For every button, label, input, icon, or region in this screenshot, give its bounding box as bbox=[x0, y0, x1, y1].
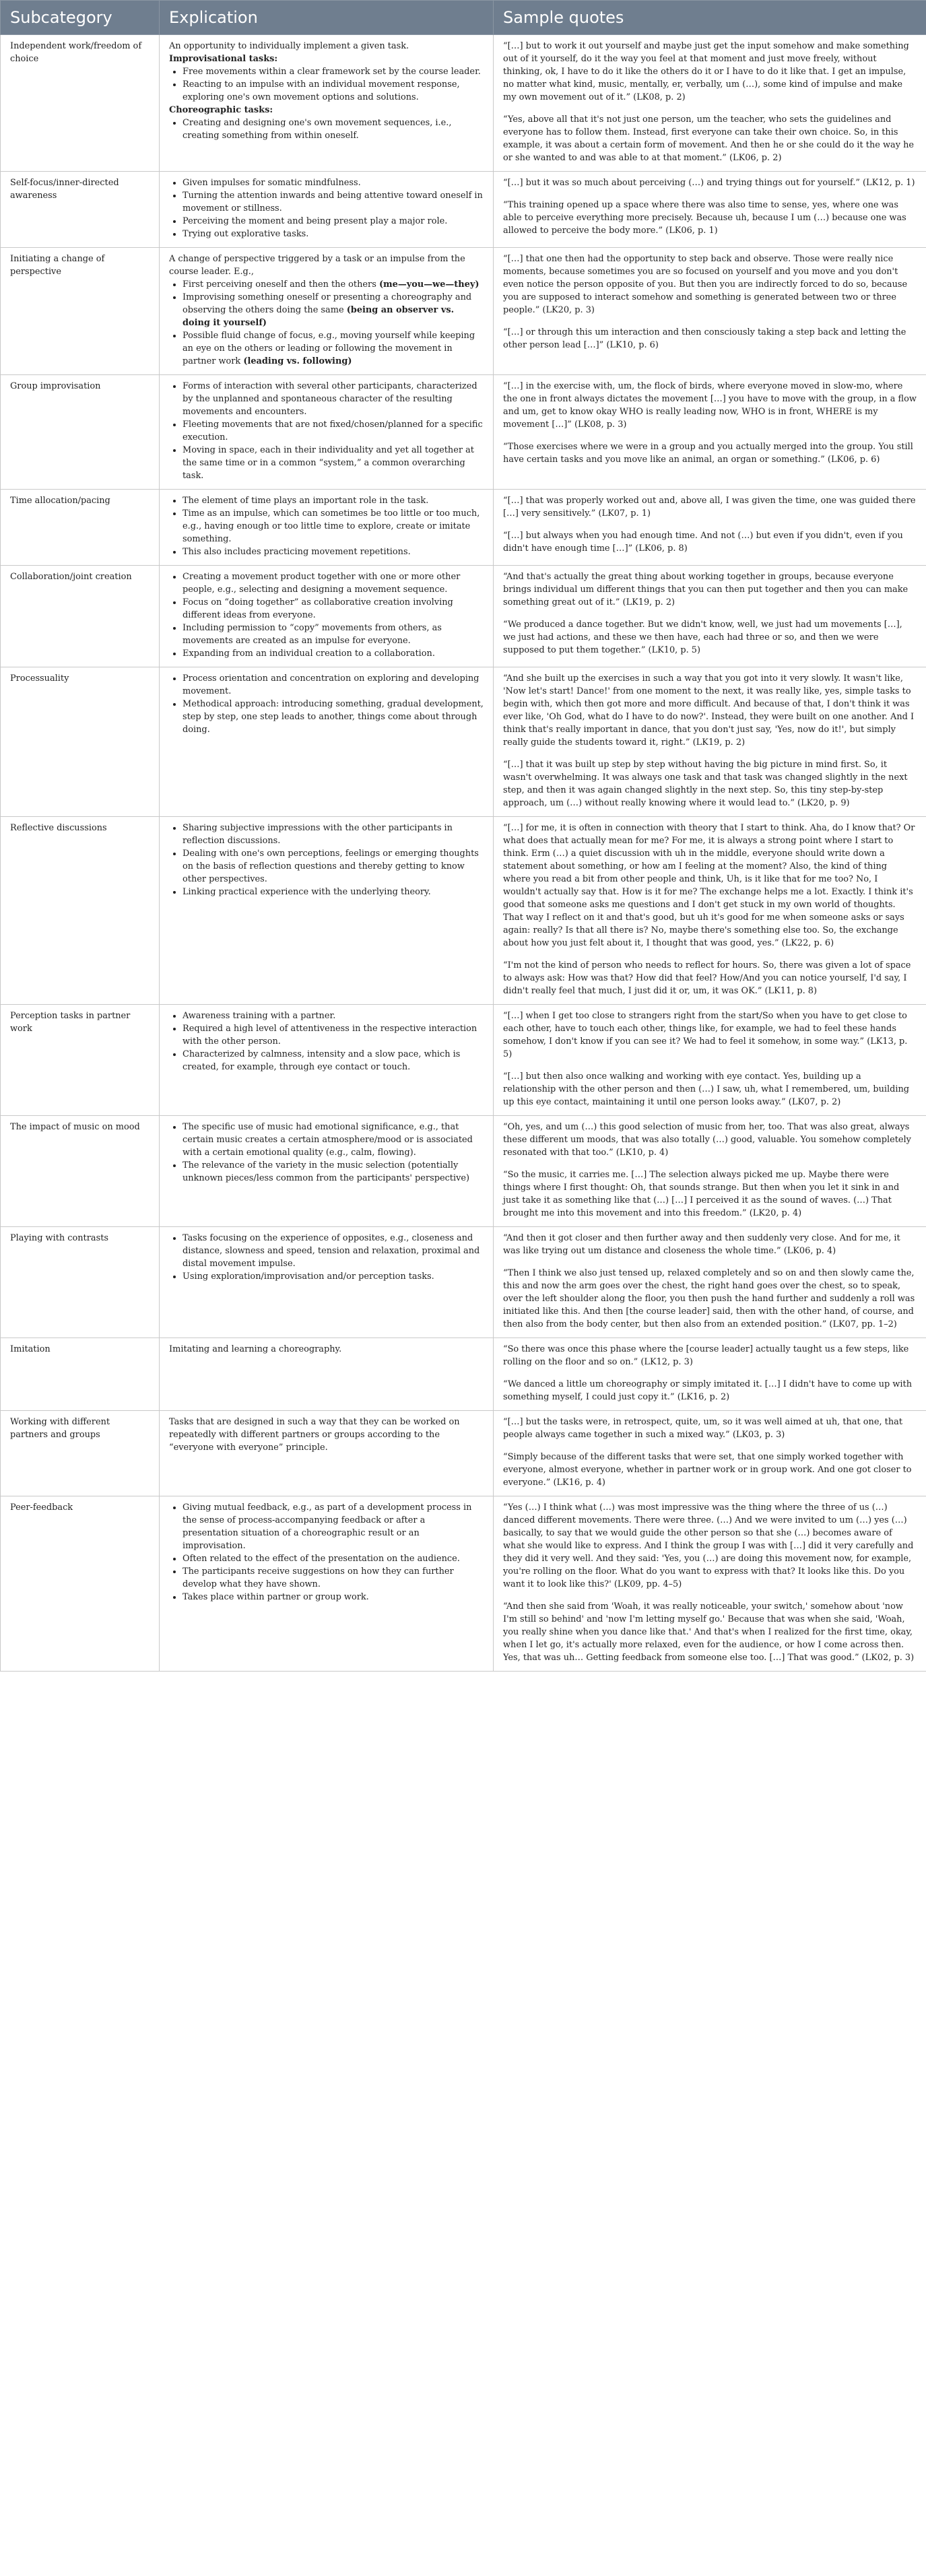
explication-list bbox=[169, 494, 484, 558]
sample-quotes-cell bbox=[494, 375, 926, 490]
explication-list-item: • Awareness training with a partner. bbox=[183, 1010, 484, 1022]
explication-list-item bbox=[183, 329, 484, 368]
explication-cell bbox=[160, 248, 494, 375]
explication-text: A change of perspective triggered by a task or an impulse from the course leader. E.g., bbox=[169, 254, 465, 277]
explication-text: An opportunity to individually implement a given task. bbox=[169, 41, 409, 51]
subcategory-cell: Reflective discussions bbox=[1, 817, 160, 1005]
sample-quote: “Then I think we also just tensed up, relaxed completely and so on and then slowly came the, this and now the arm goes over the chest, the right hand goes over the chest, so to speak, over the left shoulder along the floor, you then push the hand further and suddenly a roll was initiated like this. And then [the course leader] said, then with the other hand, of course, and then also from the body center, but then also from an extended position.” (LK07, pp. 1–2) bbox=[503, 1268, 915, 1329]
sample-quote: “Oh, yes, and um (…) this good selection of music from her, too. That was also great, always these different um moods, that was also totally (…) good, valuable. You somehow completely resonated with that too.” (LK10, p. 4) bbox=[503, 1122, 911, 1158]
list-item-text: First perceiving oneself and then the others bbox=[183, 279, 376, 290]
table-row bbox=[1, 490, 926, 566]
subcategory-cell: Collaboration/joint creation bbox=[1, 566, 160, 667]
explication-list-item: • Required a high level of attentiveness in the respective interaction with the other person. bbox=[183, 1022, 484, 1048]
explication-list-item: • Fleeting movements that are not fixed/chosen/planned for a specific execution. bbox=[183, 418, 484, 444]
sample-quotes-cell bbox=[494, 566, 926, 667]
explication-list-item: • Sharing subjective impressions with the other participants in reflection discussions. bbox=[183, 822, 484, 847]
explication-text: Tasks that are designed in such a way that they can be worked on repeatedly with different partners or groups according to the “everyone with everyone” principle. bbox=[169, 1417, 460, 1453]
list-item-text: Possible fluid change of focus, e.g., moving yourself while keeping an eye on the others or leading or following the movement in partner work bbox=[183, 331, 475, 366]
list-item-emphasis: (me—you—we—they) bbox=[378, 279, 479, 290]
sample-quote: “So the music, it carries me. […] The selection always picked me up. Maybe there were things where I first thought: Oh, that sounds strange. But then when you let it sink in and just take it as something like that (…) […] I perceived it as the sound of waves. (…) That brought me into this movement and into this freedom.” (LK20, p. 4) bbox=[503, 1170, 900, 1218]
sample-quote: “We produced a dance together. But we didn't know, well, we just had um movements […], we just had actions, and these we then have, each had three or so, and then we were supposed to put them together.” (LK10, p. 5) bbox=[503, 620, 902, 655]
explication-list bbox=[169, 1121, 484, 1185]
explication-cell bbox=[160, 1496, 494, 1672]
sample-quotes-cell bbox=[494, 667, 926, 817]
sample-quote: “And that's actually the great thing about working together in groups, because everyone brings individual um different things that you can then put together and then you can make something great out of it.” (LK19, p. 2) bbox=[503, 572, 908, 607]
subcategory-cell: Initiating a change of perspective bbox=[1, 248, 160, 375]
subcategory-cell: Perception tasks in partner work bbox=[1, 1005, 160, 1116]
explication-list bbox=[169, 1232, 484, 1283]
explication-label: Choreographic tasks: bbox=[169, 105, 273, 115]
explication-cell bbox=[160, 490, 494, 566]
sample-quote: “[…] but it was so much about perceiving (…) and trying things out for yourself.” (LK12, p. 1) bbox=[503, 178, 915, 188]
explication-cell bbox=[160, 1116, 494, 1227]
explication-list-item: • Free movements within a clear framework set by the course leader. bbox=[183, 65, 484, 78]
subcategory-cell: Imitation bbox=[1, 1338, 160, 1411]
header-subcategory: Subcategory bbox=[1, 1, 160, 35]
explication-list-item: • Creating a movement product together with one or more other people, e.g., selecting and designing a movement sequence. bbox=[183, 570, 484, 596]
sample-quote: “And then she said from 'Woah, it was really noticeable, your switch,' somehow about 'now I'm still so behind' and 'now I'm letting myself go.' Because that was when she said, 'Woah, you really shine when you dance like that.' And that's when I realized for the first time, okay, when I let go, it's actually more relaxed, even for the audience, or how I come across then. Yes, that was uh… Getting feedback from someone else too. […] That was good.” (LK02, p. 3) bbox=[503, 1601, 915, 1663]
explication-cell bbox=[160, 35, 494, 172]
sample-quote: “[…] but the tasks were, in retrospect, quite, um, so it was well aimed at uh, that one, that people always came together in such a mixed way.” (LK03, p. 3) bbox=[503, 1417, 903, 1440]
explication-list bbox=[169, 65, 484, 104]
table-row bbox=[1, 1116, 926, 1227]
explication-list bbox=[169, 380, 484, 482]
sample-quote: “[…] when I get too close to strangers right from the start/So when you have to get close to each other, have to touch each other, things like, for example, we had to feel these hands somehow, I don't know if you can see it? We had to feel it somehow, in some way.” (LK13, p. 5) bbox=[503, 1011, 908, 1059]
explication-list bbox=[169, 822, 484, 898]
table-row bbox=[1, 375, 926, 490]
sample-quote: “[…] but always when you had enough time. And not (…) but even if you didn't, even if you didn't have enough time […]” (LK06, p. 8) bbox=[503, 531, 903, 554]
explication-cell bbox=[160, 1005, 494, 1116]
explication-list bbox=[169, 1501, 484, 1604]
explication-list-item: • Turning the attention inwards and being attentive toward oneself in movement or stillness. bbox=[183, 189, 484, 215]
explication-list-item: • The participants receive suggestions on how they can further develop what they have shown. bbox=[183, 1565, 484, 1591]
table-row bbox=[1, 817, 926, 1005]
sample-quotes-cell bbox=[494, 248, 926, 375]
explication-list-item: • The specific use of music had emotional significance, e.g., that certain music creates a certain atmosphere/mood or is associated with a certain emotional quality (e.g., calm, flowing). bbox=[183, 1121, 484, 1159]
explication-list bbox=[169, 672, 484, 736]
explication-list-item: • Given impulses for somatic mindfulness. bbox=[183, 176, 484, 189]
sample-quote: “Yes, above all that it's not just one person, um the teacher, who sets the guidelines and everyone has to follow them. Instead, first everyone can take their own choice. So, in this example, it was about a certain form of movement. And then he or she could do it the way he or she wanted to and was able to at that moment.” (LK06, p. 2) bbox=[503, 114, 915, 163]
header-explication: Explication bbox=[160, 1, 494, 35]
subcategory-cell: Processuality bbox=[1, 667, 160, 817]
sample-quote: “[…] that it was built up step by step without having the big picture in mind first. So, it wasn't overwhelming. It was always one task and that task was changed slightly in the next step, and then it was again changed slightly in the next step. So, this tiny step-by-step approach, um (…) without really knowing where it would lead to.” (LK20, p. 9) bbox=[503, 760, 908, 808]
subcategory-cell: Group improvisation bbox=[1, 375, 160, 490]
sample-quotes-cell bbox=[494, 1116, 926, 1227]
subcategory-cell: Independent work/freedom of choice bbox=[1, 35, 160, 172]
explication-list-item: • This also includes practicing movement repetitions. bbox=[183, 546, 484, 558]
subcategory-cell: Peer-feedback bbox=[1, 1496, 160, 1672]
sample-quotes-cell bbox=[494, 1496, 926, 1672]
explication-list-item: • The relevance of the variety in the music selection (potentially unknown pieces/less common from the participants' perspective) bbox=[183, 1159, 484, 1185]
explication-list-item: • Takes place within partner or group work. bbox=[183, 1591, 484, 1604]
explication-list-item: • Expanding from an individual creation to a collaboration. bbox=[183, 647, 484, 660]
sample-quote: “This training opened up a space where there was also time to sense, yes, where one was able to perceive everything more precisely. Because uh, because I um (…) because one was allowed to perceive the body more.” (LK06, p. 1) bbox=[503, 200, 906, 236]
sample-quotes-cell bbox=[494, 1005, 926, 1116]
table-body bbox=[1, 35, 926, 1672]
explication-cell bbox=[160, 1338, 494, 1411]
explication-list-item: • Including permission to “copy” movements from others, as movements are created as an impulse for everyone. bbox=[183, 622, 484, 647]
header-row bbox=[1, 1, 926, 35]
explication-cell bbox=[160, 817, 494, 1005]
sample-quote: “We danced a little um choreography or simply imitated it. […] I didn't have to come up with something myself, I could just copy it.” (LK16, p. 2) bbox=[503, 1379, 913, 1402]
sample-quote: “[…] in the exercise with, um, the flock of birds, where everyone moved in slow-mo, where the one in front always dictates the movement […] you have to move with the group, in a flow and um, get to know okay WHO is really leading now, WHO is in front, WHERE is my movement […]” (LK08, p. 3) bbox=[503, 381, 917, 430]
explication-list bbox=[169, 1010, 484, 1074]
subcategory-cell: Working with different partners and groups bbox=[1, 1411, 160, 1496]
explication-cell bbox=[160, 1227, 494, 1338]
table-row bbox=[1, 667, 926, 817]
table-row bbox=[1, 1338, 926, 1411]
table-row bbox=[1, 1005, 926, 1116]
explication-list-item: • Focus on “doing together” as collaborative creation involving different ideas from everyone. bbox=[183, 596, 484, 622]
explication-cell bbox=[160, 375, 494, 490]
explication-list-item: • Process orientation and concentration on exploring and developing movement. bbox=[183, 672, 484, 698]
explication-list-item: • Perceiving the moment and being present play a major role. bbox=[183, 215, 484, 228]
explication-list bbox=[169, 176, 484, 240]
explication-list-item: • Characterized by calmness, intensity and a slow pace, which is created, for example, through eye contact or touch. bbox=[183, 1048, 484, 1074]
list-item-emphasis: (being an observer vs. doing it yourself) bbox=[183, 305, 455, 328]
explication-list-item bbox=[183, 278, 484, 291]
sample-quotes-cell bbox=[494, 172, 926, 248]
sample-quote: “[…] or through this um interaction and then consciously taking a step back and letting the other person lead […]” (LK10, p. 6) bbox=[503, 327, 906, 350]
explication-text: Imitating and learning a choreography. bbox=[169, 1344, 342, 1354]
explication-list-item: • Moving in space, each in their individuality and yet all together at the same time or in a common “system,” a common overarching task. bbox=[183, 444, 484, 482]
explication-cell bbox=[160, 566, 494, 667]
explication-label: Improvisational tasks: bbox=[169, 54, 278, 64]
subcategory-cell: Self-focus/inner-directed awareness bbox=[1, 172, 160, 248]
explication-list-item: • Forms of interaction with several other participants, characterized by the unplanned and spontaneous character of the resulting movements and encounters. bbox=[183, 380, 484, 418]
sample-quote: “[…] that was properly worked out and, above all, I was given the time, one was guided there […] very sensitively.” (LK07, p. 1) bbox=[503, 496, 916, 519]
sample-quote: “[…] that one then had the opportunity to step back and observe. Those were really nice moments, because sometimes you are so focused on yourself and you move and you don't even notice the person opposite of you. But then you are indirectly forced to do so, because you are supposed to interact somehow and something is generated between two or three people.” (LK20, p. 3) bbox=[503, 254, 908, 315]
sample-quote: “[…] for me, it is often in connection with theory that I start to think. Aha, do I know that? Or what does that actually mean for me? For me, it is always a strong point where I start to think. Erm (…) a quiet discussion with uh in the middle, everyone should write down a statement about something, or how am I feeling at the moment? Also, the kind of thing where you read a bit from other people and think, Uh, is it like that for me too? No, I wouldn't actually say that. How is it for me? The exchange helps me a lot. Exactly. I think it's good that someone asks me questions and I don't get stuck in my own world of thoughts. That way I reflect on it and that's good, but uh it's good for me when someone asks or says again: really? Is that all there is? No, maybe there's something else too. So, the exchange about how you just felt about it, I thought that was good, yes.” (LK22, p. 6) bbox=[503, 823, 915, 948]
sample-quote: “Those exercises where we were in a group and you actually merged into the group. You still have certain tasks and you move like an animal, an organ or something.” (LK06, p. 6) bbox=[503, 442, 913, 465]
explication-list-item: • Giving mutual feedback, e.g., as part of a development process in the sense of process-accompanying feedback or after a presentation situation of a choreographic result or an improvisation. bbox=[183, 1501, 484, 1552]
explication-cell bbox=[160, 172, 494, 248]
list-item-emphasis: (leading vs. following) bbox=[243, 356, 352, 366]
table-row bbox=[1, 566, 926, 667]
sample-quote: “And she built up the exercises in such a way that you got into it very slowly. It wasn't like, 'Now let's start! Dance!' from one moment to the next, it was really like, yes, simple tasks to begin with, which then got more and more difficult. And because of that, I don't think it was ever like, 'Oh God, what do I have to do now?'. Instead, they were built on one another. And I think that's really important in dance, that you don't just say, 'Yes, now do it!', but simply really guide the students toward it, right.” (LK19, p. 2) bbox=[503, 673, 915, 748]
sample-quote: “I'm not the kind of person who needs to reflect for hours. So, there was given a lot of space to always ask: How was that? How did that feel? How/And you can notice yourself, I'd say, I didn't really feel that much, I just did it or, um, it was OK.” (LK11, p. 8) bbox=[503, 960, 911, 996]
explication-list-item: • The element of time plays an important role in the task. bbox=[183, 494, 484, 507]
list-item-text: Improvising something oneself or presenting a choreography and observing the others doing the same bbox=[183, 292, 472, 315]
table-row bbox=[1, 1411, 926, 1496]
sample-quotes-cell bbox=[494, 35, 926, 172]
explication-list bbox=[169, 278, 484, 368]
explication-list-item: • Often related to the effect of the presentation on the audience. bbox=[183, 1552, 484, 1565]
sample-quotes-cell bbox=[494, 490, 926, 566]
sample-quote: “[…] but to work it out yourself and maybe just get the input somehow and make something out of it yourself, do it the way you feel at that moment and just move freely, without thinking, ok, I have to do it like the others do it or I have to do it like that. I get an impulse, no matter what kind, music, mentally, er, verbally, um (…), some kind of impulse and make my own movement out of it.” (LK08, p. 2) bbox=[503, 41, 909, 102]
explication-list-item: • Tasks focusing on the experience of opposites, e.g., closeness and distance, slowness and speed, tension and relaxation, proximal and distal movement impulse. bbox=[183, 1232, 484, 1270]
explication-list-item: • Creating and designing one's own movement sequences, i.e., creating something from within oneself. bbox=[183, 117, 484, 142]
sample-quote: “Yes (…) I think what (…) was most impressive was the thing where the three of us (…) danced different movements. There were three. (…) And we were invited to um (…) yes (…) basically, to say that we would guide the other person so that she (…) becomes aware of what she would like to express. And I think the group I was with […] did it very carefully and they did it very well. And they said: 'Yes, you (…) are doing this movement now, for example, you're rolling on the floor. What do you want to express with that? It looks like this. Do you want it to look like this?' (LK09, pp. 4–5) bbox=[503, 1502, 914, 1589]
table-row bbox=[1, 248, 926, 375]
sample-quote: “Simply because of the different tasks that were set, that one simply worked together with everyone, almost everyone, whether in partner work or in group work. And one got closer to everyone.” (LK16, p. 4) bbox=[503, 1452, 912, 1488]
explication-list-item: • Methodical approach: introducing something, gradual development, step by step, one step leads to another, things come about through doing. bbox=[183, 698, 484, 736]
explication-list bbox=[169, 117, 484, 142]
explication-list-item: • Linking practical experience with the underlying theory. bbox=[183, 886, 484, 898]
sample-quotes-cell bbox=[494, 1338, 926, 1411]
explication-list-item: • Trying out explorative tasks. bbox=[183, 228, 484, 240]
explication-list-item: • Time as an impulse, which can sometimes be too little or too much, e.g., having enough or too little time to explore, create or imitate something. bbox=[183, 507, 484, 546]
sample-quote: “[…] but then also once walking and working with eye contact. Yes, building up a relationship with the other person and then (…) I saw, uh, what I remembered, um, building up this eye contact, maintaining it until one person looks away.” (LK07, p. 2) bbox=[503, 1071, 910, 1107]
explication-list-item: • Using exploration/improvisation and/or perception tasks. bbox=[183, 1270, 484, 1283]
sample-quote: “So there was once this phase where the [course leader] actually taught us a few steps, like rolling on the floor and so on.” (LK12, p. 3) bbox=[503, 1344, 909, 1367]
header-sample-quotes: Sample quotes bbox=[494, 1, 926, 35]
sample-quotes-cell bbox=[494, 1227, 926, 1338]
explication-cell bbox=[160, 667, 494, 817]
sample-quotes-cell bbox=[494, 817, 926, 1005]
table-row bbox=[1, 35, 926, 172]
sample-quote: “And then it got closer and then further away and then suddenly very close. And for me, it was like trying out um distance and closeness the whole time.” (LK06, p. 4) bbox=[503, 1233, 900, 1256]
explication-list-item bbox=[183, 291, 484, 329]
table-row bbox=[1, 172, 926, 248]
explication-list-item: • Dealing with one's own perceptions, feelings or emerging thoughts on the basis of reflection questions and thereby getting to know other perspectives. bbox=[183, 847, 484, 886]
subcategory-cell: The impact of music on mood bbox=[1, 1116, 160, 1227]
subcategory-cell: Playing with contrasts bbox=[1, 1227, 160, 1338]
explication-list-item: • Reacting to an impulse with an individual movement response, exploring one's own movement options and solutions. bbox=[183, 78, 484, 104]
subcategory-cell: Time allocation/pacing bbox=[1, 490, 160, 566]
table-row bbox=[1, 1496, 926, 1672]
explication-cell bbox=[160, 1411, 494, 1496]
sample-quotes-cell bbox=[494, 1411, 926, 1496]
explication-list bbox=[169, 570, 484, 660]
table-row bbox=[1, 1227, 926, 1338]
